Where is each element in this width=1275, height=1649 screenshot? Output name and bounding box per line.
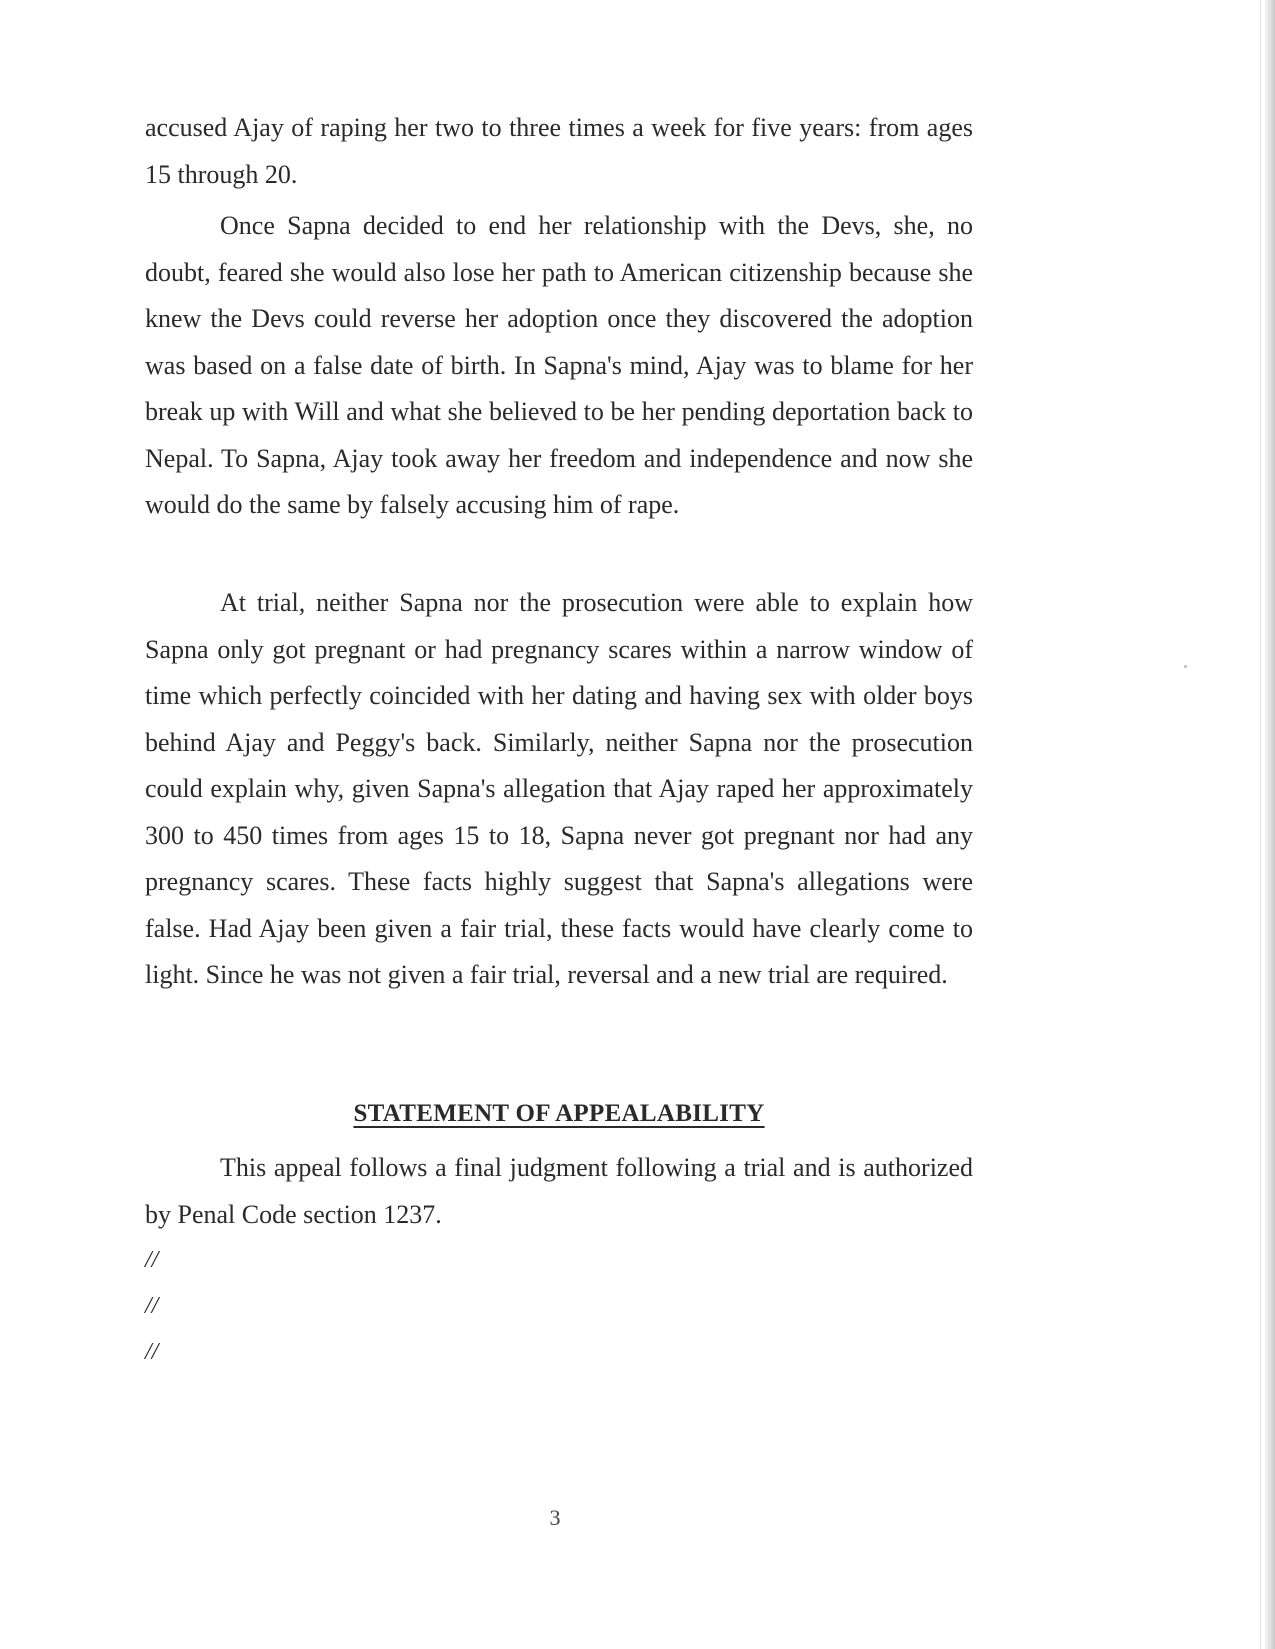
- page-edge-shadow-line: [1260, 0, 1261, 1649]
- scanned-page-edge: [1265, 0, 1275, 1649]
- paragraph-appealability: This appeal follows a final judgment following a trial and is authorized by Penal Code section 1237.: [145, 1153, 973, 1229]
- paragraph-sapna-motive: Once Sapna decided to end her relationship with the Devs, she, no doubt, feared she would also lose her path to American citizenship because she knew the Devs could reverse her adoption once they discovered the adoption was based on a false date of birth. In Sapna's mind, Ajay was to blame for her break up with Will and what she believed to be her pending deportation back to Nepal. To Sapna, Ajay took away her freedom and independence and now she would do the same by falsely accusing him of rape.: [145, 211, 973, 519]
- scan-speck: [1184, 665, 1187, 668]
- page-number: 3: [549, 1505, 561, 1530]
- continuation-mark: //: [145, 1293, 159, 1319]
- section-heading-appealability: STATEMENT OF APPEALABILITY: [353, 1100, 765, 1127]
- paragraph-continuation: accused Ajay of raping her two to three times a week for five years: from ages 15 through 20.: [145, 113, 973, 189]
- continuation-mark: //: [145, 1339, 159, 1365]
- continuation-mark: //: [145, 1247, 159, 1273]
- paragraph-at-trial: At trial, neither Sapna nor the prosecution were able to explain how Sapna only got pregnant or had pregnancy scares within a narrow window of time which perfectly coincided with her dating and having sex with older boys behind Ajay and Peggy's back. Similarly, neither Sapna nor the prosecution could explain why, given Sapna's allegation that Ajay raped her approximately 300 to 450 times from ages 15 to 18, Sapna never got pregnant nor had any pregnancy scares. These facts highly suggest that Sapna's allegations were false. Had Ajay been given a fair trial, these facts would have clearly come to light. Since he was not given a fair trial, reversal and a new trial are required.: [145, 588, 973, 989]
